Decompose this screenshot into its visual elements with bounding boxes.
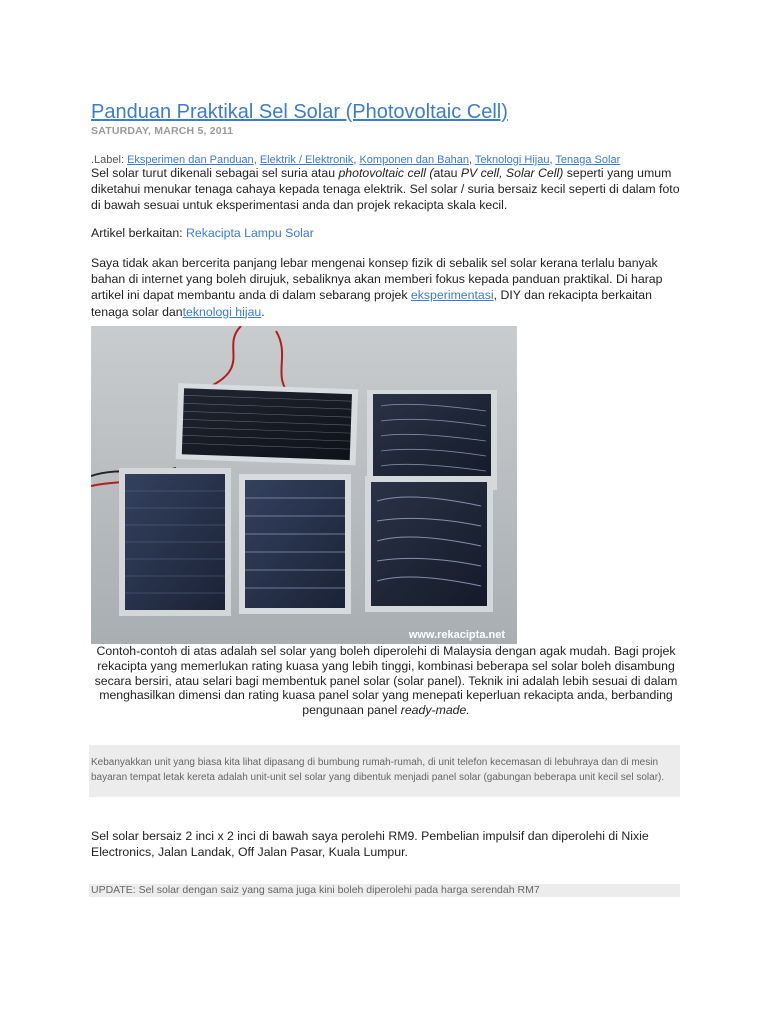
green-tech-link[interactable]: teknologi hijau [182, 304, 262, 319]
related-article: Artikel berkaitan: Rekacipta Lampu Solar [91, 226, 314, 240]
post-date: SATURDAY, MARCH 5, 2011 [91, 125, 234, 137]
label-link[interactable]: Eksperimen dan Panduan [127, 154, 254, 166]
photo-watermark: www.rekacipta.net [408, 629, 505, 641]
label-prefix: .Label: [91, 154, 128, 166]
update-note: UPDATE: Sel solar dengan saiz yang sama juga kini boleh diperolehi pada harga serendah RM7 [89, 884, 680, 897]
purchase-paragraph: Sel solar bersaiz 2 inci x 2 inci di bawah saya perolehi RM9. Pembelian impulsif dan diperolehi di Nixie Electronics, Jalan Landak, Off Jalan Pasar, Kuala Lumpur. [91, 829, 649, 860]
label-link[interactable]: Teknologi Hijau [474, 154, 550, 166]
intro-paragraph: Sel solar turut dikenali sebagai sel suria atau photovoltaic cell (atau PV cell, Solar Cell) seperti yang umum diketahui menukar tenaga cahaya kepada tenaga elektrik. Sel solar / suria bersaiz kecil seperti di dalam foto di bawah sesuai untuk eksperimentasi anda dan projek rekacipta skala kecil. [91, 166, 680, 213]
article-title[interactable]: Panduan Praktikal Sel Solar (Photovoltaic Cell) [91, 101, 508, 123]
experiment-link[interactable]: eksperimentasi [410, 288, 494, 303]
label-link[interactable]: Komponen dan Bahan [359, 154, 469, 166]
label-link[interactable]: Elektrik / Elektronik [259, 154, 354, 166]
solar-cells-photo [91, 326, 517, 644]
related-article-link[interactable]: Rekacipta Lampu Solar [186, 226, 314, 240]
info-note: Kebanyakkan unit yang biasa kita lihat dipasang di bumbung rumah-rumah, di unit telefon kecemasan di lebuhraya dan di mesin bayaran tempat letak kereta adalah unit-unit sel solar yang dibentuk menjadi panel solar (gabungan beberapa unit kecil sel solar). [89, 745, 680, 797]
label-list: .Label: Eksperimen dan Panduan, Elektrik / Elektronik, Komponen dan Bahan, Teknologi Hijau, Tenaga Solar [91, 154, 621, 166]
label-link[interactable]: Tenaga Solar [555, 154, 621, 166]
body-paragraph: Saya tidak akan bercerita panjang lebar mengenai konsep fizik di sebalik sel solar kerana terlalu banyak bahan di internet yang boleh dirujuk, sebaliknya akan memberi fokus kepada panduan praktikal. Di harap artikel ini dapat membantu anda di dalam sebarang projek eksperimentasi, DIY dan rekacipta berkaitan tenaga solar danteknologi hijau. [91, 256, 663, 319]
photo-caption: Contoh-contoh di atas adalah sel solar yang boleh diperolehi di Malaysia dengan agak mudah. Bagi projek rekacipta yang memerlukan rating kuasa yang lebih tinggi, kombinasi beberapa sel solar boleh disambung secara bersiri, atau selari bagi membentuk panel solar (solar panel). Teknik ini adalah lebih sesuai di dalam menghasilkan dimensi dan rating kuasa panel solar yang menepati keperluan rekacipta anda, berbanding pengunaan panel ready-made. [94, 644, 678, 718]
